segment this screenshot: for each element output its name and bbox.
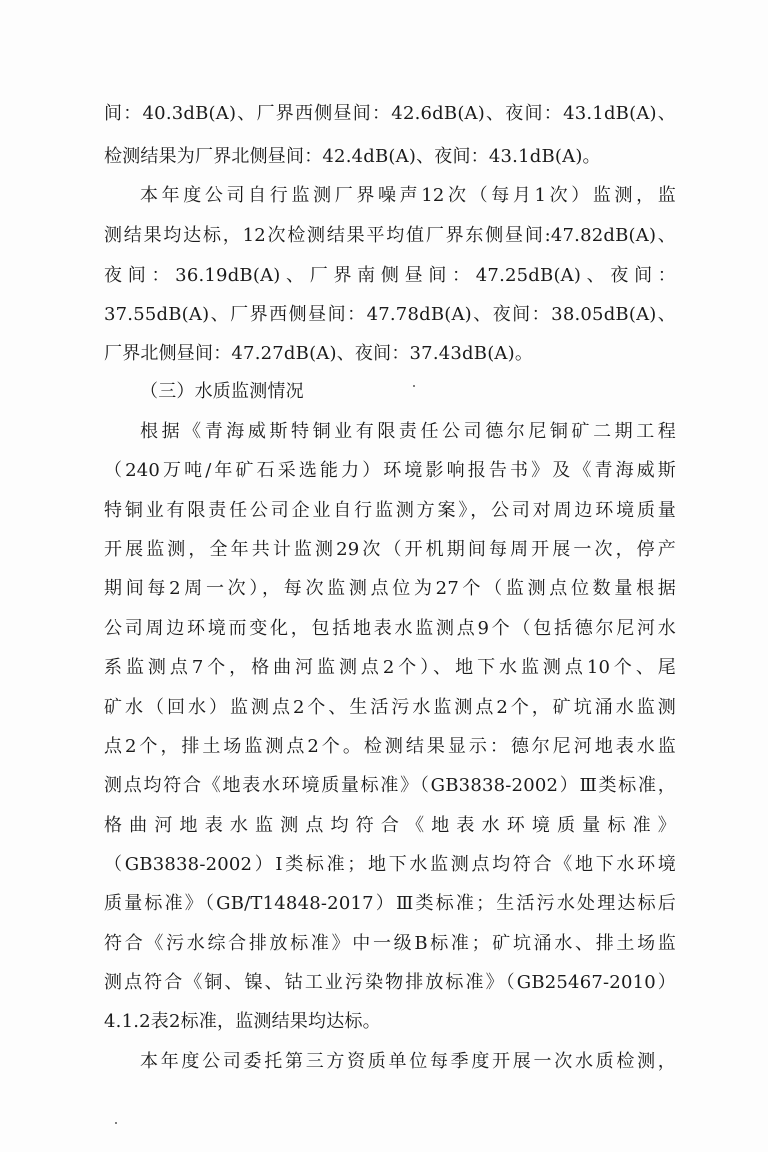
text-line: 本年度公司自行监测厂界噪声12次（每月1次）监测，监 [140,185,676,206]
text-line: 4.1.2表2标准，监测结果均达标。 [104,1011,381,1032]
text-line: 期间每2周一次），每次监测点位为27个（监测点位数量根据 [104,578,676,599]
text-line: 37.55dB(A)、厂界西侧昼间：47.78dB(A)、夜间：38.05dB(A)、 [104,304,676,325]
text-line: 厂界北侧昼间：47.27dB(A)、夜间：37.43dB(A)。 [104,343,534,364]
text-line: 测点符合《铜、镍、钴工业污染物排放标准》（GB25467-2010） [104,972,676,993]
text-line: 特铜业有限责任公司企业自行监测方案》，公司对周边环境质量 [104,500,676,521]
text-line: 根据《青海威斯特铜业有限责任公司德尔尼铜矿二期工程 [140,421,676,442]
text-line: 间：40.3dB(A)、厂界西侧昼间：42.6dB(A)、夜间：43.1dB(A)、 [104,103,676,124]
text-line: 本年度公司委托第三方资质单位每季度开展一次水质检测， [140,1051,676,1072]
scan-speck [115,1122,117,1124]
text-line: 开展监测，全年共计监测29次（开机期间每周开展一次，停产 [104,539,676,560]
text-line: 检测结果为厂界北侧昼间：42.4dB(A)、夜间：43.1dB(A)。 [104,146,601,167]
text-line: 点2个，排土场监测点2个。检测结果显示：德尔尼河地表水监 [104,736,676,757]
text-line: 质量标准》（GB/T14848-2017）Ⅲ类标准；生活污水处理达标后 [104,893,676,914]
text-line: 格曲河地表水监测点均符合《地表水环境质量标准》 [104,815,676,836]
text-line: 公司周边环境而变化，包括地表水监测点9个（包括德尔尼河水 [104,618,676,639]
scan-speck [413,385,415,387]
text-line: 矿水（回水）监测点2个、生活污水监测点2个，矿坑涌水监测 [104,697,676,718]
text-line: （GB3838-2002）Ⅰ类标准；地下水监测点均符合《地下水环境 [104,854,676,875]
text-line: 测结果均达标，12次检测结果平均值厂界东侧昼间:47.82dB(A)、 [104,225,676,246]
text-line: 符合《污水综合排放标准》中一级B标准；矿坑涌水、排土场监 [104,933,676,954]
text-line: 测点均符合《地表水环境质量标准》（GB3838-2002）Ⅲ类标准， [104,775,676,796]
section-heading: （三）水质监测情况 [140,381,304,402]
text-line: 系监测点7个，格曲河监测点2个）、地下水监测点10个、尾 [104,657,676,678]
text-line: （240万吨/年矿石采选能力）环境影响报告书》及《青海威斯 [104,460,676,481]
text-line: 夜间：36.19dB(A)、厂界南侧昼间：47.25dB(A)、夜间： [104,265,676,286]
